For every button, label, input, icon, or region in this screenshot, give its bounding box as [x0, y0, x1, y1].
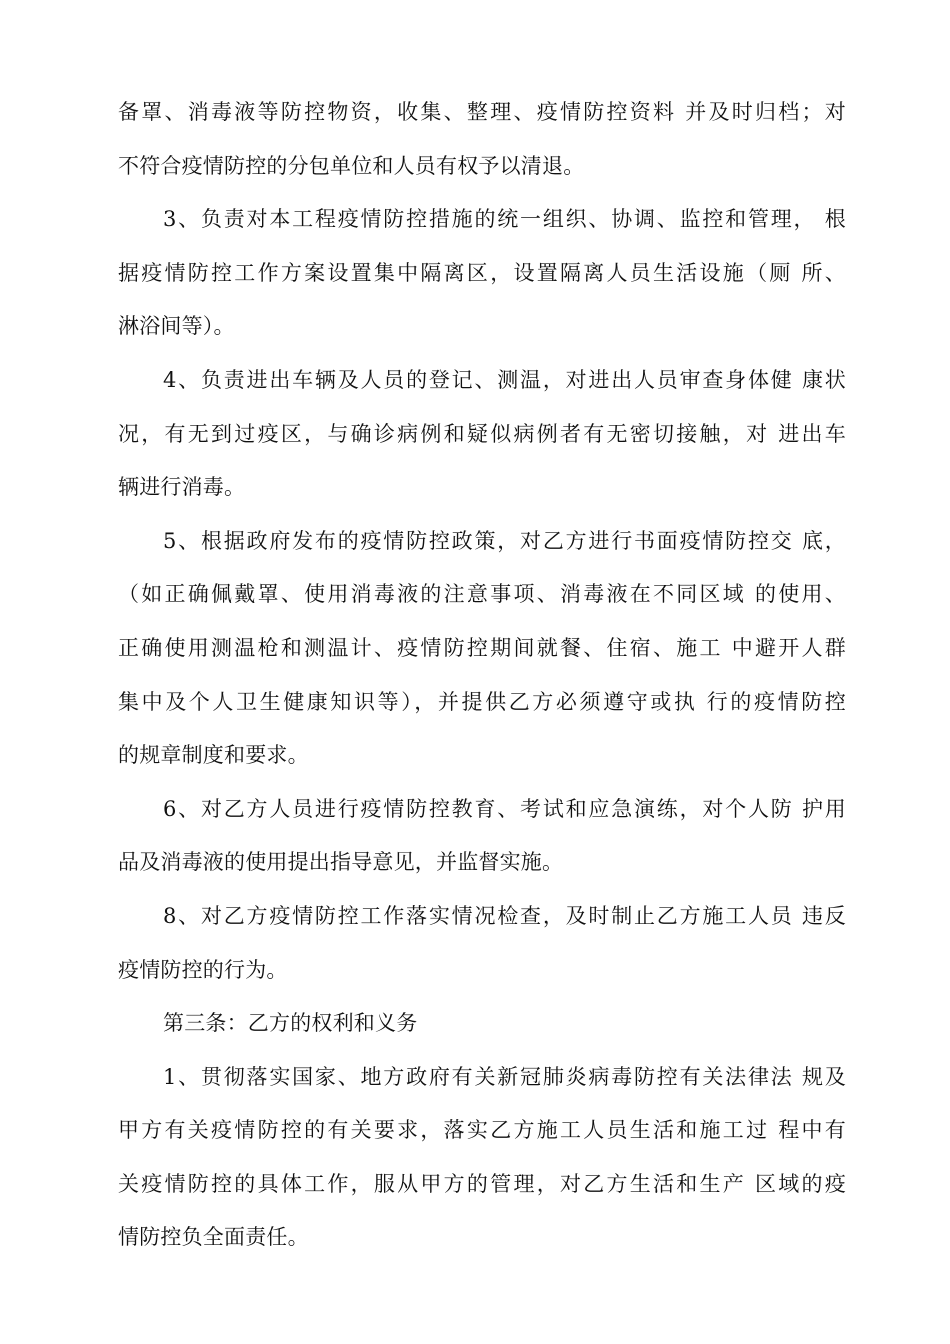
text-line: 据疫情防控工作方案设置集中隔离区，设置隔离人员生活设施（厕 所、 — [118, 260, 846, 285]
text-line: 况，有无到过疫区，与确诊病例和疑似病例者有无密切接触，对 进出车 — [118, 421, 846, 446]
paragraph-item-8 — [118, 896, 846, 1003]
document-body — [118, 92, 846, 1271]
text-line: 备罩、消毒液等防控物资，收集、整理、疫情防控资料 并及时归档；对 — [118, 100, 846, 124]
paragraph-continuation — [118, 92, 846, 199]
text-line: 3、负责对本工程疫情防控措施的统一组织、协调、监控和管理， 根 — [163, 207, 846, 232]
text-line: 疫情防控的行为。 — [118, 957, 288, 982]
paragraph-item-3 — [118, 199, 846, 360]
text-line: 甲方有关疫情防控的有关要求，落实乙方施工人员生活和施工过 程中有 — [118, 1118, 846, 1143]
text-line: 6、对乙方人员进行疫情防控教育、考试和应急演练，对个人防 护用 — [163, 796, 846, 821]
paragraph-item-4 — [118, 360, 846, 521]
text-line: 情防控负全面责任。 — [118, 1225, 309, 1250]
text-line: 1、贯彻落实国家、地方政府有关新冠肺炎病毒防控有关法律法 规及 — [163, 1064, 846, 1089]
paragraph-item-5 — [118, 521, 846, 789]
text-line: 的规章制度和要求。 — [118, 743, 309, 768]
section-heading: 第三条：乙方的权利和义务 — [163, 1011, 418, 1036]
text-line: 5、根据政府发布的疫情防控政策，对乙方进行书面疫情防控交 底， — [163, 528, 846, 553]
paragraph-article-3-item-1 — [118, 1057, 846, 1271]
text-line: 不符合疫情防控的分包单位和人员有权予以清退。 — [118, 153, 585, 178]
paragraph-item-6 — [118, 789, 846, 896]
text-line: 4、负责进出车辆及人员的登记、测温，对进出人员审查身体健 康状 — [163, 367, 846, 392]
article-3-heading — [118, 1003, 846, 1057]
text-line: 正确使用测温枪和测温计、疫情防控期间就餐、住宿、施工 中避开人群 — [118, 635, 846, 660]
text-line: 品及消毒液的使用提出指导意见，并监督实施。 — [118, 850, 564, 875]
text-line: 淋浴间等）。 — [118, 314, 235, 339]
text-line: 辆进行消毒。 — [118, 475, 246, 500]
text-line: 集中及个人卫生健康知识等），并提供乙方必须遵守或执 行的疫情防控 — [118, 689, 846, 714]
text-line: 8、对乙方疫情防控工作落实情况检查，及时制止乙方施工人员 违反 — [163, 903, 846, 928]
text-line: 关疫情防控的具体工作，服从甲方的管理，对乙方生活和生产 区域的疫 — [118, 1171, 846, 1196]
text-line: （如正确佩戴罩、使用消毒液的注意事项、消毒液在不同区域 的使用、 — [118, 582, 846, 607]
